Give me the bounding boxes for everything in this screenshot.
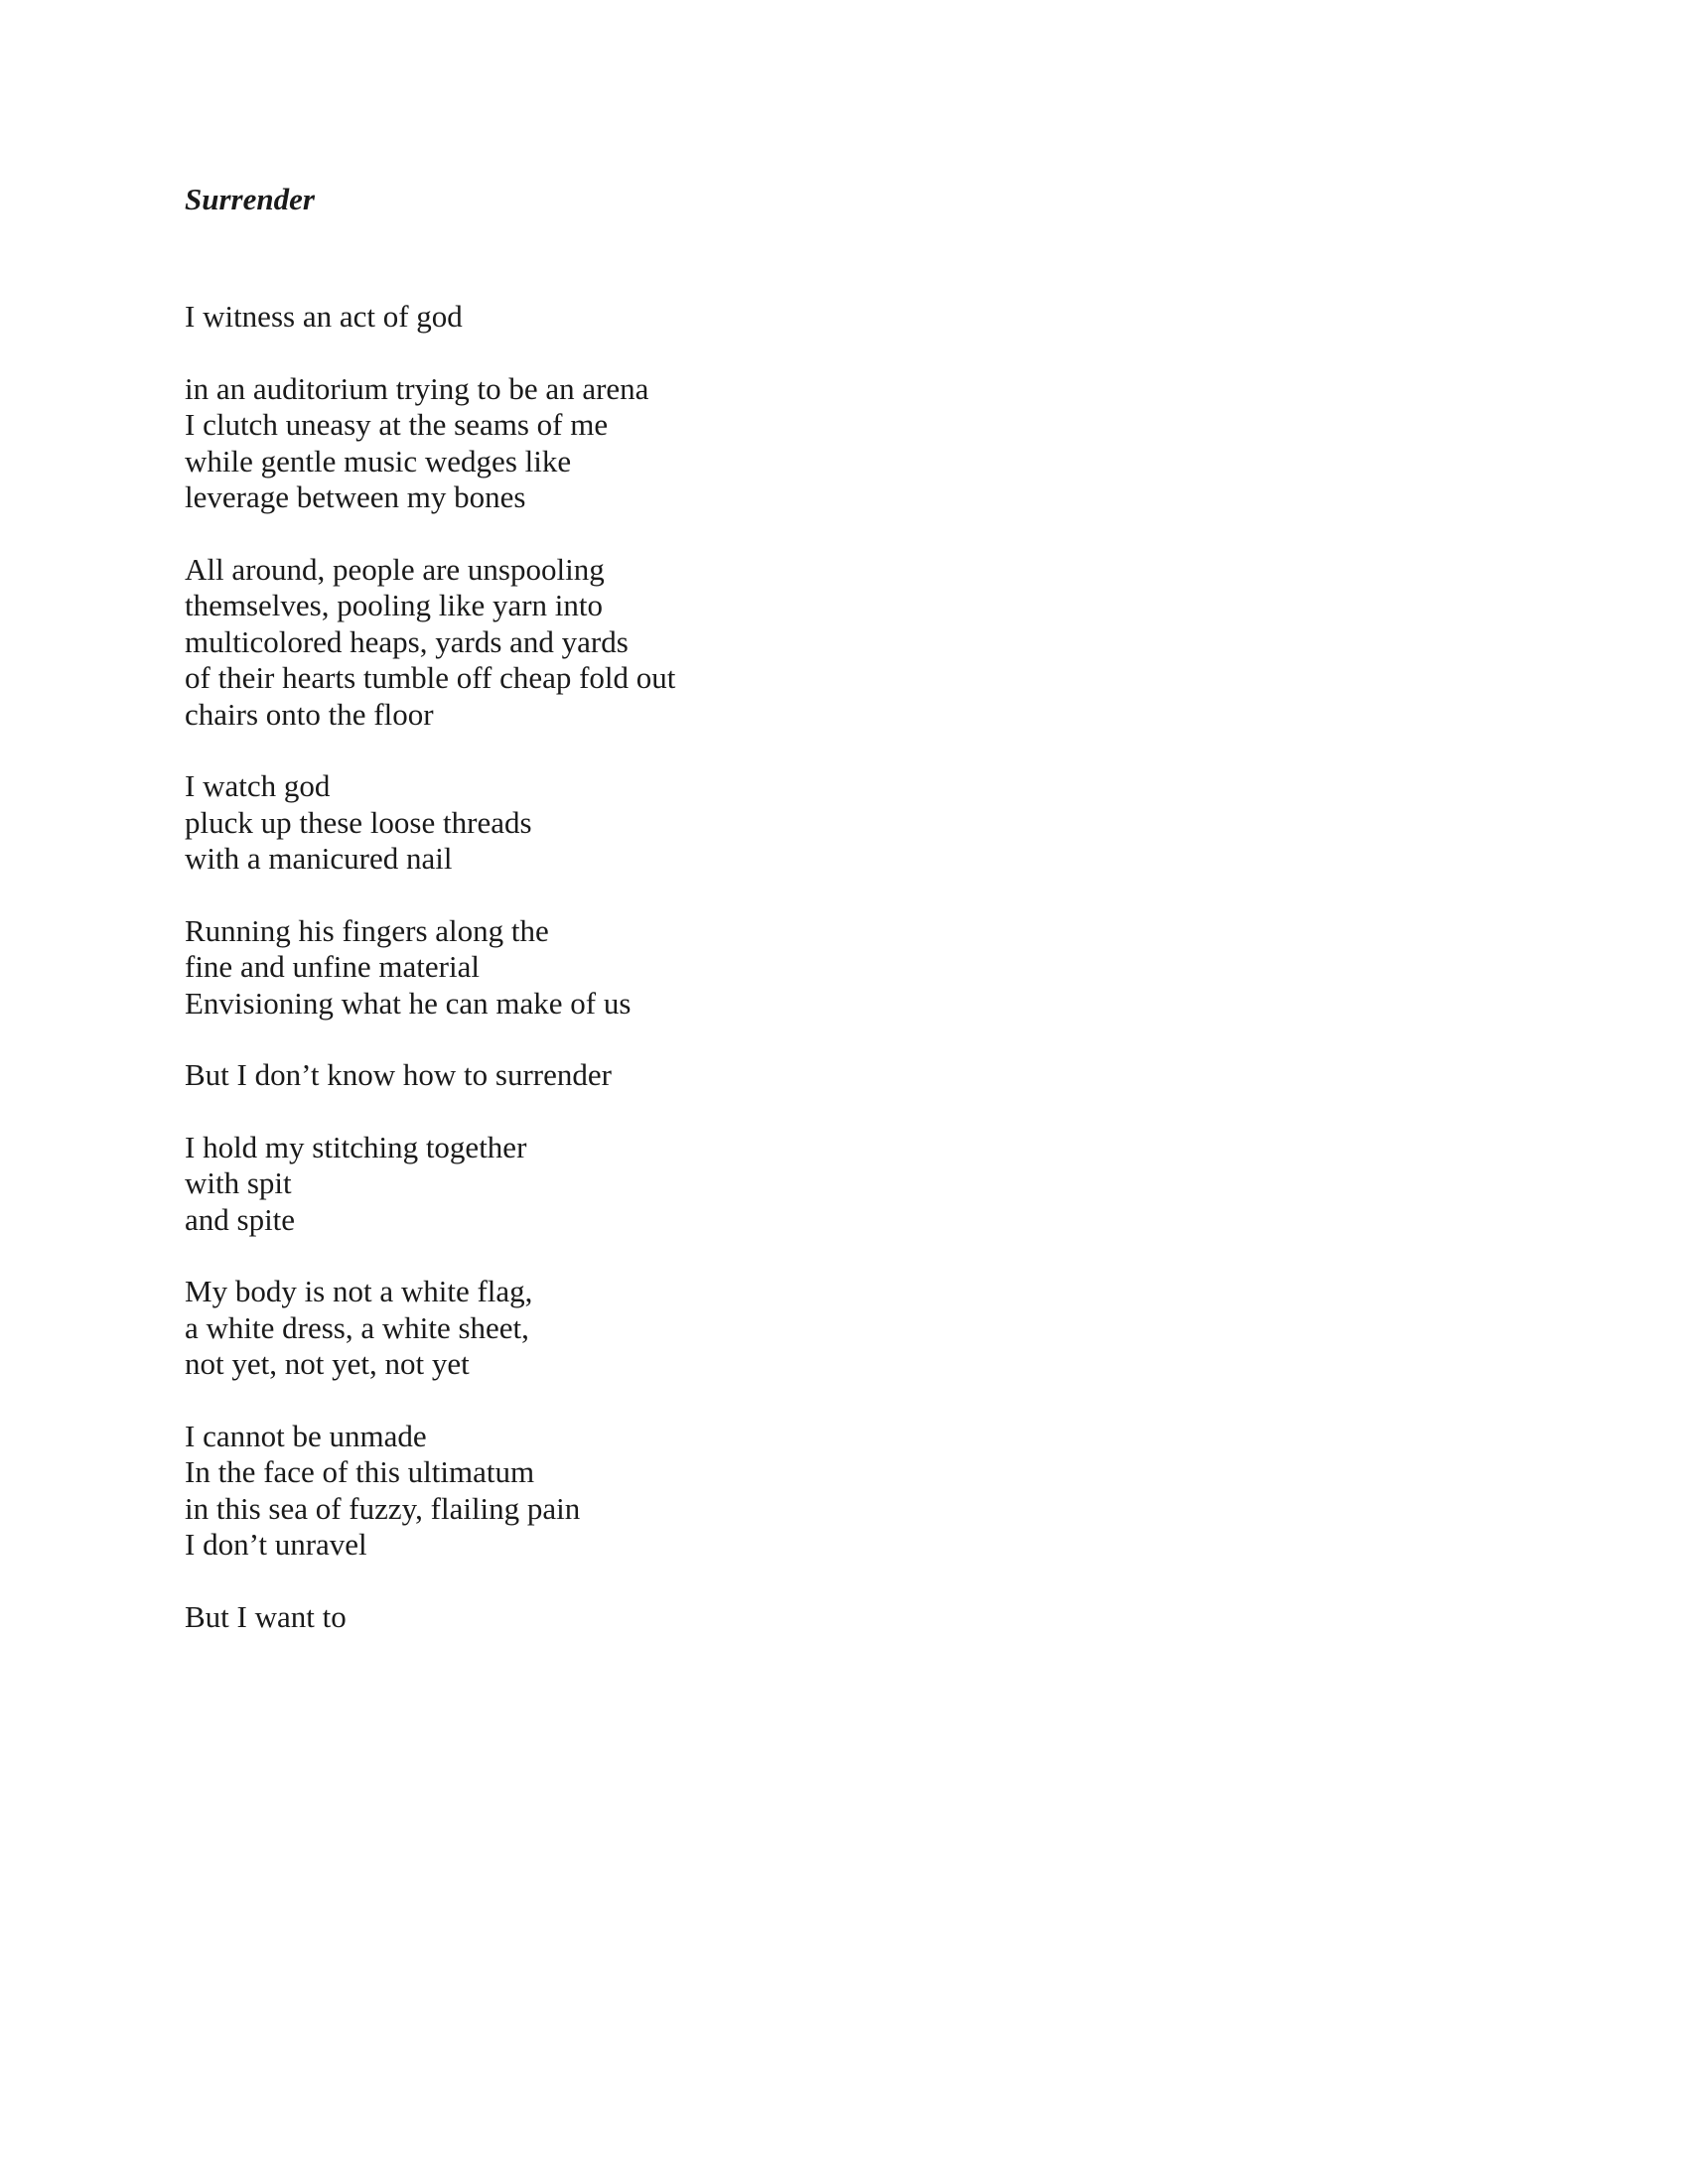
poem-line: I cannot be unmade xyxy=(185,1418,427,1453)
stanza-4 xyxy=(185,768,1476,878)
poem-line: In the face of this ultimatum xyxy=(185,1454,535,1489)
poem-line: All around, people are unspooling xyxy=(185,551,605,587)
stanza-7 xyxy=(185,1130,1476,1239)
poem-line: with a manicured nail xyxy=(185,841,453,876)
poem-line: I clutch uneasy at the seams of me xyxy=(185,407,609,442)
poem-line: leverage between my bones xyxy=(185,479,526,514)
poem xyxy=(185,182,1476,1671)
stanza-8 xyxy=(185,1274,1476,1383)
poem-line: while gentle music wedges like xyxy=(185,443,572,478)
poem-line: I witness an act of god xyxy=(185,299,463,334)
poem-line: Running his fingers along the xyxy=(185,912,549,948)
poem-line: in an auditorium trying to be an arena xyxy=(185,370,649,406)
stanza-1 xyxy=(185,299,1476,336)
poem-line: of their hearts tumble off cheap fold out xyxy=(185,660,676,695)
stanza-5 xyxy=(185,913,1476,1023)
poem-line: with spit xyxy=(185,1165,292,1200)
poem-line: I don’t unravel xyxy=(185,1527,367,1562)
poem-line: fine and unfine material xyxy=(185,949,480,984)
poem-line: pluck up these loose threads xyxy=(185,804,532,840)
poem-line: themselves, pooling like yarn into xyxy=(185,588,604,622)
stanza-3 xyxy=(185,552,1476,734)
poem-line: I hold my stitching together xyxy=(185,1129,527,1164)
poem-line: chairs onto the floor xyxy=(185,696,434,732)
poem-title: Surrender xyxy=(185,182,315,216)
stanza-9 xyxy=(185,1419,1476,1564)
poem-line: But I want to xyxy=(185,1598,347,1634)
stanza-2 xyxy=(185,371,1476,516)
poem-line: and spite xyxy=(185,1201,296,1237)
stanza-10 xyxy=(185,1599,1476,1636)
poem-line: in this sea of fuzzy, flailing pain xyxy=(185,1490,581,1526)
poem-line: a white dress, a white sheet, xyxy=(185,1309,529,1345)
poem-line: multicolored heaps, yards and yards xyxy=(185,623,629,659)
poem-line: Envisioning what he can make of us xyxy=(185,985,632,1021)
poem-line: I watch god xyxy=(185,768,331,803)
poem-line: not yet, not yet, not yet xyxy=(185,1346,470,1381)
poem-line: My body is not a white flag, xyxy=(185,1274,533,1308)
poem-line: But I don’t know how to surrender xyxy=(185,1057,612,1092)
stanza-6 xyxy=(185,1057,1476,1094)
